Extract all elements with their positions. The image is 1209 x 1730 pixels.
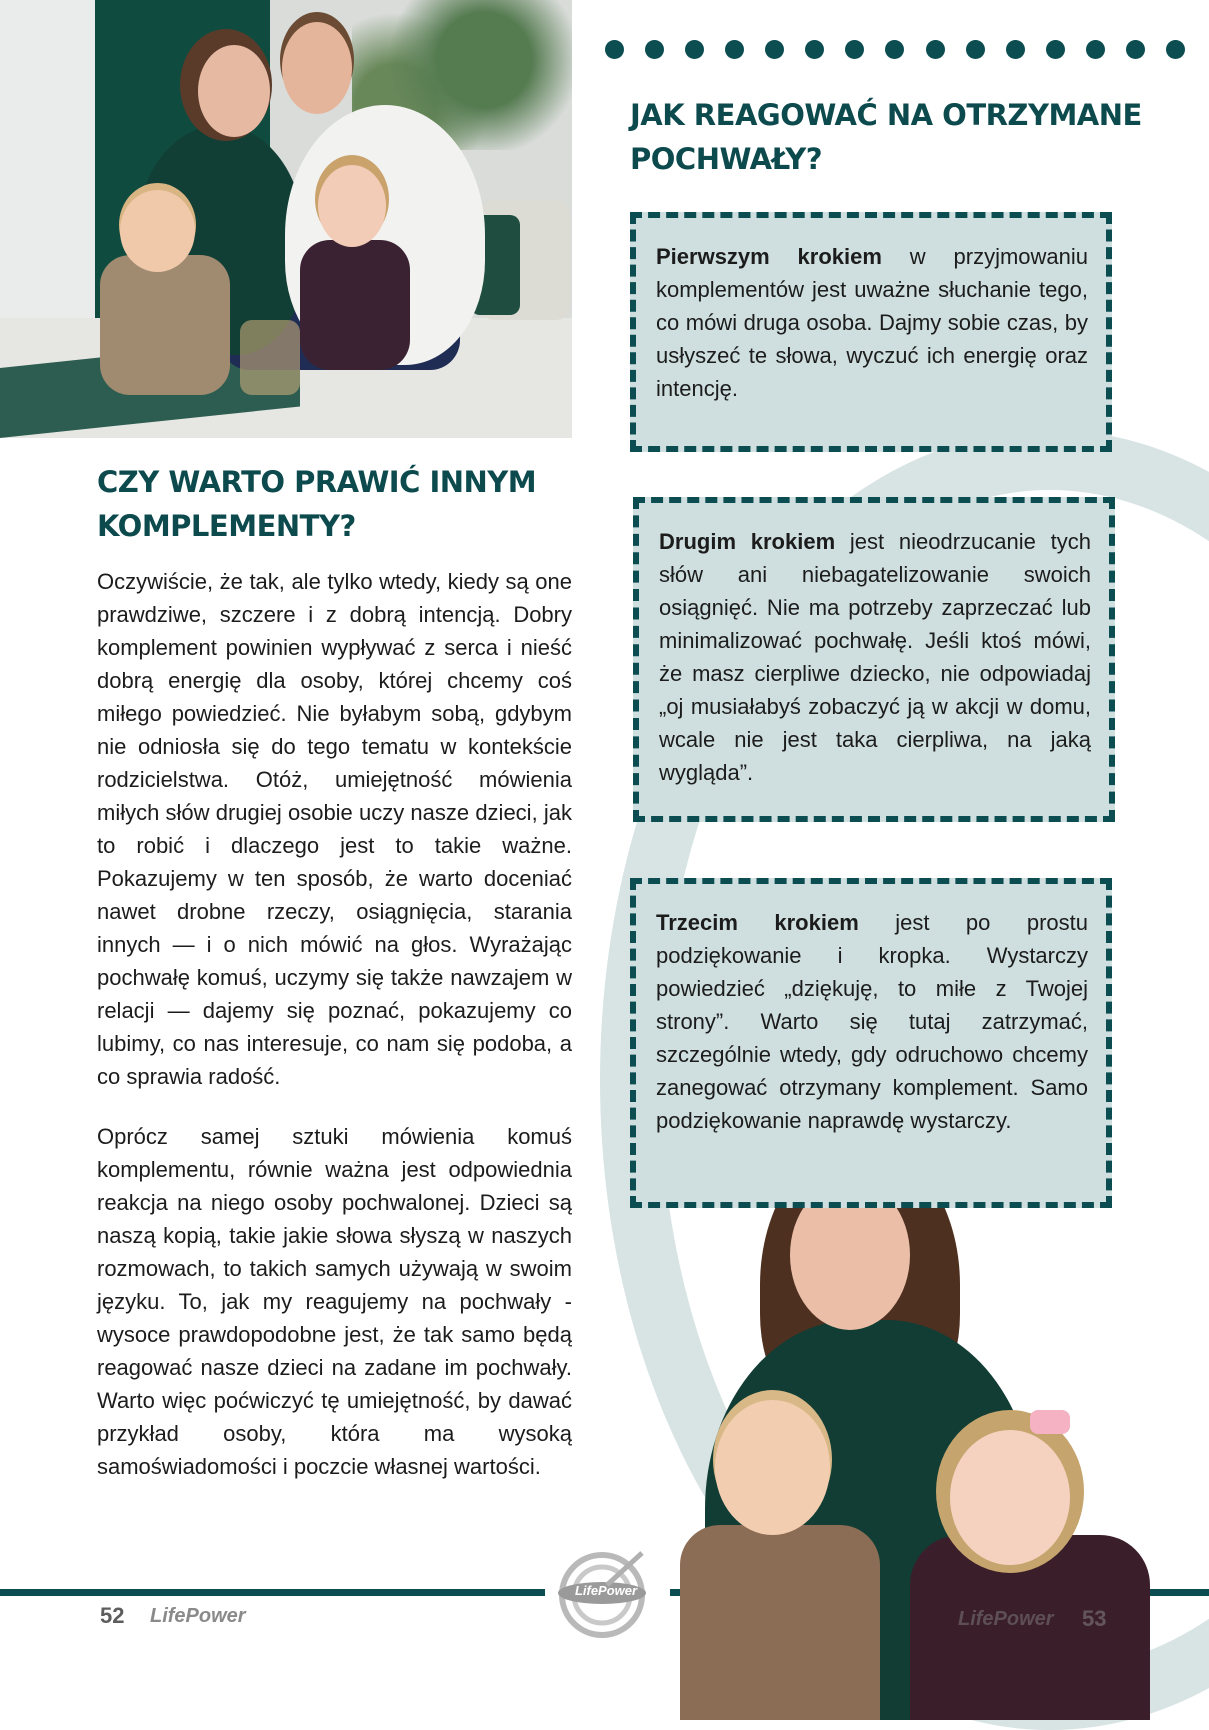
page-number-left: 52 [100, 1603, 125, 1628]
left-column [97, 565, 572, 1510]
paragraph-2: Oprócz samej sztuki mówienia komuś komplementu, równie ważna jest odpowiednia reakcja na niego osoby pochwalonej. Dzieci są naszą kopią, takie jakie słowa słyszą w naszych rozmowach, to takich samych używają w swoim języku. To, jak my reagujemy na pochwały - wysoce prawdopodobne jest, że tak samo będą reagować nasze dzieci na zadane im pochwały. Warto więc poćwiczyć tę umiejętność, by dawać przykład osoby, która ma wysoką samoświadomości i poczcie własnej wartości. [97, 1124, 572, 1479]
step-2-lead: Drugim krokiem [659, 529, 836, 554]
heading-left: CZY WARTO PRAWIĆ INNYM KOMPLEMENTY? [97, 465, 537, 543]
paragraph-1: Oczywiście, że tak, ale tylko wtedy, kiedy są one prawdziwe, szczere i z dobrą intencją. Dobry komplement powinien wypływać z serca i nieść dobrą energię dla osoby, której chcemy coś miłego powiedzieć. Nie byłabym sobą, gdybym nie odniosła się do tego tematu w kontekście rodzicielstwa. Otóż, umiejętność mówienia miłych słów drugiej osobie uczy nasze dzieci, jak to robić i dlaczego jest to takie ważne. Pokazujemy w ten sposób, że warto doceniać nawet drobne rzeczy, osiągnięcia, starania innych — i o nich mówić na głos. Wyrażając pochwałę komuś, uczymy się także nawzajem w relacji — dajemy się poznać, pokazujemy co lubimy, co nas interesuje, co nam się podoba, a co sprawia radość. [97, 569, 572, 1089]
family-photo-top [0, 0, 572, 438]
footer-line-left [0, 1589, 545, 1596]
step-3-lead: Trzecim krokiem [656, 910, 859, 935]
step-1-lead: Pierwszym krokiem [656, 244, 882, 269]
step-box-3 [630, 878, 1112, 1208]
brand-name-left: LifePower [150, 1605, 246, 1627]
step-2-text: jest nieodrzucanie tych słów ani niebagatelizowanie swoich osiągnięć. Nie ma potrzeby zaprzeczać lub minimalizować pochwałę. Jeśli ktoś mówi, że masz cierpliwe dziecko, nie odpowiadaj „oj musiałabyś zobaczyć ją w akcji w domu, wcale nie jest taka cierpliwa, na jaką wygląda”. [659, 529, 1091, 785]
heading-right: JAK REAGOWAĆ NA OTRZYMANE POCHWAŁY? [630, 98, 1142, 176]
page-number-right: 53 [1082, 1606, 1107, 1631]
step-1-text: w przyjmowaniu komplementów jest uważne słuchanie tego, co mówi druga osoba. Dajmy sobie czas, by usłyszeć te słowa, wyczuć ich energię oraz intencję. [656, 244, 1088, 401]
family-photo-bottom [610, 1140, 1209, 1720]
brand-name-right: LifePower [958, 1608, 1054, 1630]
step-box-1 [630, 212, 1112, 452]
decorative-dots [605, 40, 1185, 64]
logo-text: LifePower [574, 1583, 638, 1598]
step-box-2 [633, 497, 1115, 822]
step-3-text: jest po prostu podziękowanie i kropka. Wystarczy powiedzieć „dziękuję, to miłe z Twojej strony”. Warto się tutaj zatrzymać, szczególnie wtedy, gdy odruchowo chcemy zanegować otrzymany komplement. Samo podziękowanie naprawdę wystarczy. [656, 910, 1088, 1133]
